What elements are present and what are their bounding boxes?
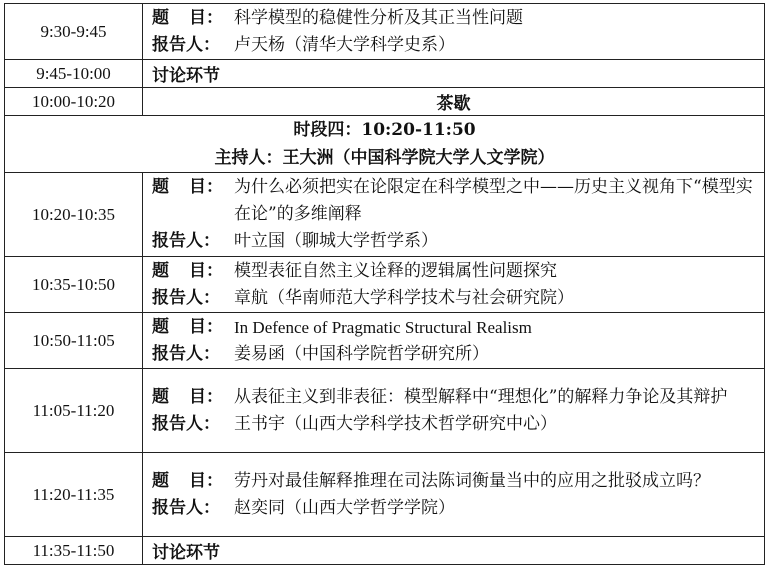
- title-text: 为什么必须把实在论限定在科学模型之中——历史主义视角下“模型实在论”的多维阐释: [234, 177, 753, 224]
- time-cell: 9:45-10:00: [5, 60, 143, 88]
- talk-title: [152, 468, 764, 495]
- talk-cell: [143, 313, 765, 369]
- table-row: [5, 60, 765, 88]
- reporter-text: 王书宇（山西大学科学技术哲学研究中心）: [234, 413, 557, 434]
- reporter-label: 报告人：: [152, 497, 220, 518]
- title-label: 题 目：: [152, 177, 223, 197]
- time-cell: 11:05-11:20: [5, 369, 143, 453]
- title-label: 题 目：: [152, 470, 223, 491]
- title-text: 模型表征自然主义诠释的逻辑属性问题探究: [234, 260, 557, 281]
- break-cell: 茶歇: [143, 88, 765, 116]
- reporter-text: 赵奕同（山西大学哲学学院）: [234, 497, 455, 518]
- session-host: 主持人：王大洲（中国科学院大学人文学院）: [214, 148, 555, 168]
- time-cell: 10:00-10:20: [5, 88, 143, 116]
- time-cell: 9:30-9:45: [5, 4, 143, 60]
- talk-title: [152, 314, 764, 341]
- talk-reporter: [152, 495, 764, 522]
- talk-title: [152, 174, 764, 228]
- reporter-label: 报告人：: [152, 34, 220, 55]
- table-row: [5, 313, 765, 369]
- reporter-text: 章航（华南师范大学科学技术与社会研究院）: [234, 287, 574, 308]
- title-label: 题 目：: [152, 7, 223, 28]
- time-cell: 11:20-11:35: [5, 453, 143, 537]
- reporter-text: 叶立国（聊城大学哲学系）: [234, 231, 438, 251]
- talk-reporter: [152, 341, 764, 368]
- table-row: [5, 257, 765, 313]
- talk-reporter: [152, 411, 764, 438]
- reporter-label: 报告人：: [152, 413, 220, 434]
- talk-title: [152, 5, 764, 32]
- talk-cell: [143, 369, 765, 453]
- title-label: 题 目：: [152, 260, 223, 281]
- reporter-label: 报告人：: [152, 287, 220, 308]
- schedule-table: [4, 3, 765, 565]
- talk-title: [152, 258, 764, 285]
- table-row: [5, 537, 765, 565]
- session-row: [5, 116, 765, 173]
- talk-reporter: [152, 285, 764, 312]
- table-row: [5, 369, 765, 453]
- talk-reporter: [152, 32, 764, 59]
- talk-reporter: [152, 228, 764, 255]
- discussion-cell: 讨论环节: [143, 60, 765, 88]
- talk-cell: [143, 173, 765, 257]
- talk-title: [152, 384, 764, 411]
- session-cell: [5, 116, 765, 173]
- title-label: 题 目：: [152, 386, 223, 407]
- discussion-cell: 讨论环节: [143, 537, 765, 565]
- title-text: 从表征主义到非表征：模型解释中“理想化”的解释力争论及其辩护: [234, 386, 728, 407]
- talk-cell: [143, 4, 765, 60]
- talk-cell: [143, 453, 765, 537]
- title-text: In Defence of Pragmatic Structural Realism: [234, 317, 532, 337]
- table-row: [5, 173, 765, 257]
- reporter-label: 报告人：: [152, 343, 220, 364]
- title-label: 题 目：: [152, 316, 223, 337]
- time-cell: 11:35-11:50: [5, 537, 143, 565]
- table-row: [5, 453, 765, 537]
- title-text: 科学模型的稳健性分析及其正当性问题: [234, 7, 523, 28]
- reporter-label: 报告人：: [152, 231, 220, 251]
- session-title: 时段四：10:20-11:50: [293, 120, 476, 140]
- time-cell: 10:35-10:50: [5, 257, 143, 313]
- table-row: [5, 88, 765, 116]
- time-cell: 10:50-11:05: [5, 313, 143, 369]
- table-row: [5, 4, 765, 60]
- talk-cell: [143, 257, 765, 313]
- reporter-text: 姜易函（中国科学院哲学研究所）: [234, 343, 489, 364]
- time-cell: 10:20-10:35: [5, 173, 143, 257]
- title-text: 劳丹对最佳解释推理在司法陈词衡量当中的应用之批驳成立吗？: [234, 470, 710, 491]
- reporter-text: 卢天杨（清华大学科学史系）: [234, 34, 455, 55]
